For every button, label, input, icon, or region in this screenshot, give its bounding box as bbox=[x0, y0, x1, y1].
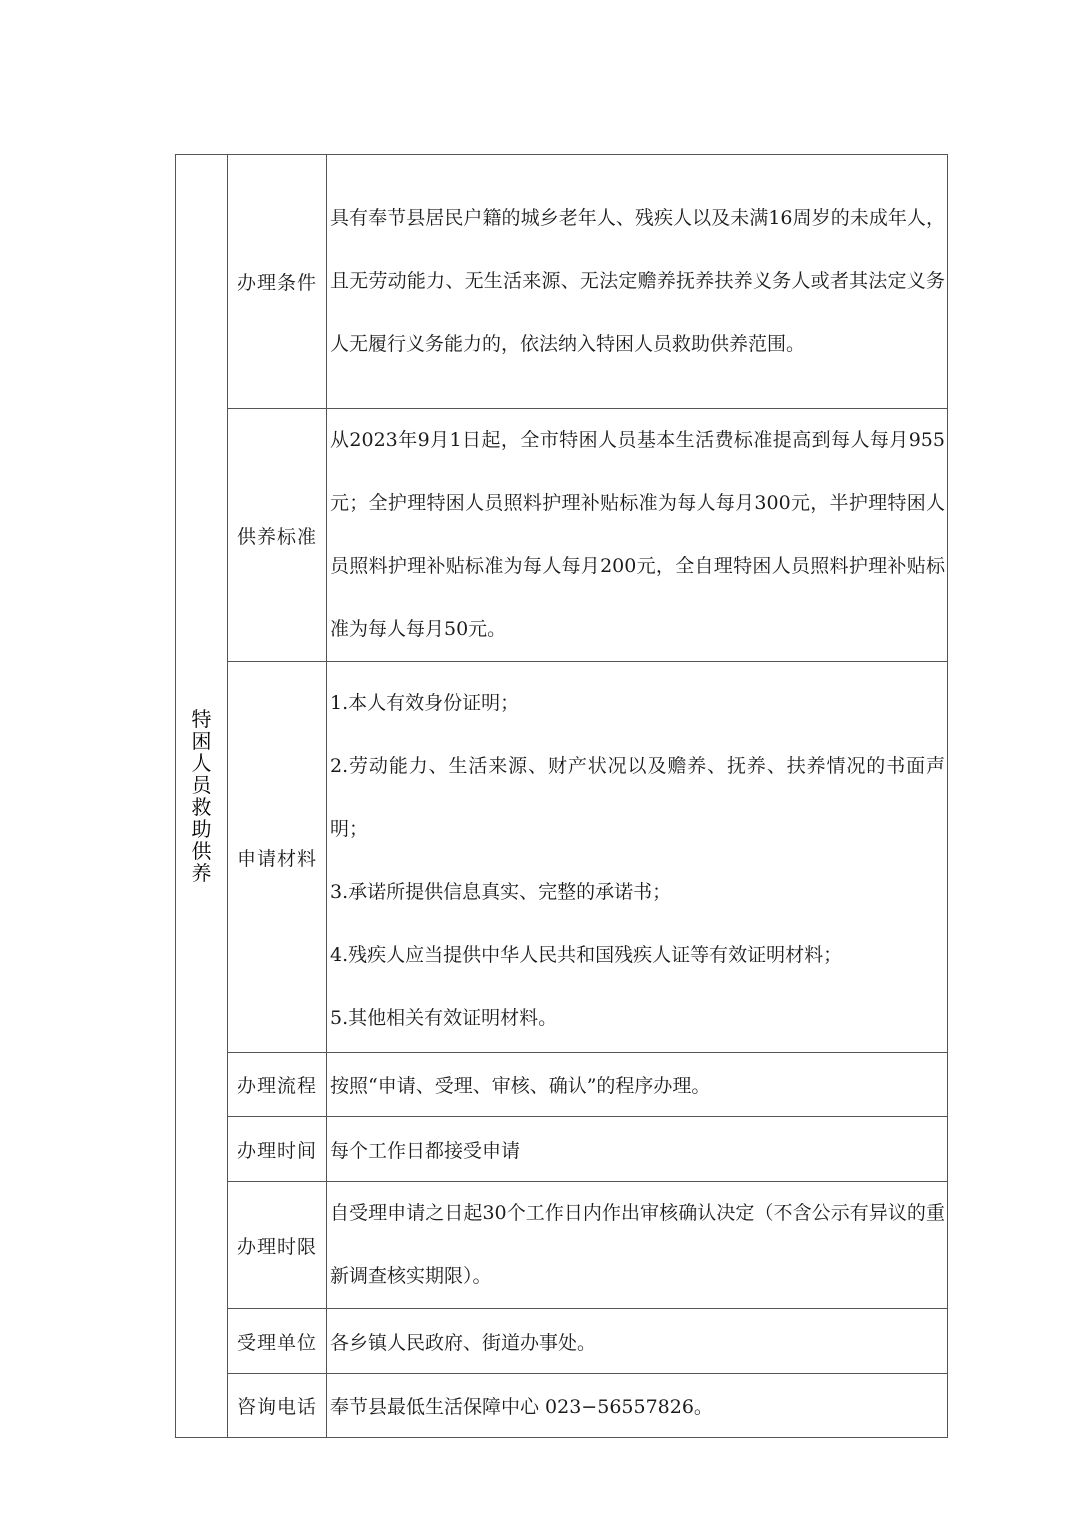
label-conditions: 办理条件 bbox=[228, 155, 327, 409]
label-standard: 供养标准 bbox=[228, 409, 327, 662]
content-office: 各乡镇人民政府、街道办事处。 bbox=[327, 1309, 948, 1374]
label-time-limit: 办理时限 bbox=[228, 1182, 327, 1309]
material-item-3: 3.承诺所提供信息真实、完整的承诺书； bbox=[330, 881, 672, 903]
label-materials: 申请材料 bbox=[228, 662, 327, 1053]
content-process: 按照“申请、受理、审核、确认”的程序办理。 bbox=[327, 1053, 948, 1117]
time-limit-text: 自受理申请之日起30个工作日内作出审核确认决定（不含公示有异议的重新调查核实期限）。 bbox=[330, 1202, 945, 1287]
material-item-4: 4.残疾人应当提供中华人民共和国残疾人证等有效证明材料； bbox=[330, 944, 843, 966]
label-office: 受理单位 bbox=[228, 1309, 327, 1374]
material-item-2: 2.劳动能力、生活来源、财产状况以及赡养、抚养、扶养情况的书面声明； bbox=[330, 755, 945, 840]
row-hours bbox=[176, 1117, 948, 1182]
row-standard bbox=[176, 409, 948, 662]
row-time-limit bbox=[176, 1182, 948, 1309]
conditions-text: 具有奉节县居民户籍的城乡老年人、残疾人以及未满16周岁的未成年人，且无劳动能力、无生活来源、无法定赡养抚养扶养义务人或者其法定义务人无履行义务能力的，依法纳入特困人员救助供养范围。 bbox=[330, 207, 945, 355]
content-materials bbox=[327, 662, 948, 1053]
material-item-1: 1.本人有效身份证明； bbox=[330, 692, 520, 714]
row-process bbox=[176, 1053, 948, 1117]
service-info-table bbox=[175, 154, 948, 1438]
category-cell bbox=[176, 155, 228, 1438]
label-hours: 办理时间 bbox=[228, 1117, 327, 1182]
label-contact: 咨询电话 bbox=[228, 1374, 327, 1438]
material-item-5: 5.其他相关有效证明材料。 bbox=[330, 1007, 558, 1029]
row-materials bbox=[176, 662, 948, 1053]
row-contact bbox=[176, 1374, 948, 1438]
label-process: 办理流程 bbox=[228, 1053, 327, 1117]
category-label: 特困人员救助供养 bbox=[191, 707, 212, 885]
content-standard bbox=[327, 409, 948, 662]
content-time-limit bbox=[327, 1182, 948, 1309]
content-conditions bbox=[327, 155, 948, 409]
content-hours: 每个工作日都接受申请 bbox=[327, 1117, 948, 1182]
standard-text: 从2023年9月1日起，全市特困人员基本生活费标准提高到每人每月955元；全护理特困人员照料护理补贴标准为每人每月300元，半护理特困人员照料护理补贴标准为每人每月200元，全自理特困人员照料护理补贴标准为每人每月50元。 bbox=[330, 429, 945, 640]
row-conditions bbox=[176, 155, 948, 409]
row-office bbox=[176, 1309, 948, 1374]
content-contact: 奉节县最低生活保障中心 023−56557826。 bbox=[327, 1374, 948, 1438]
